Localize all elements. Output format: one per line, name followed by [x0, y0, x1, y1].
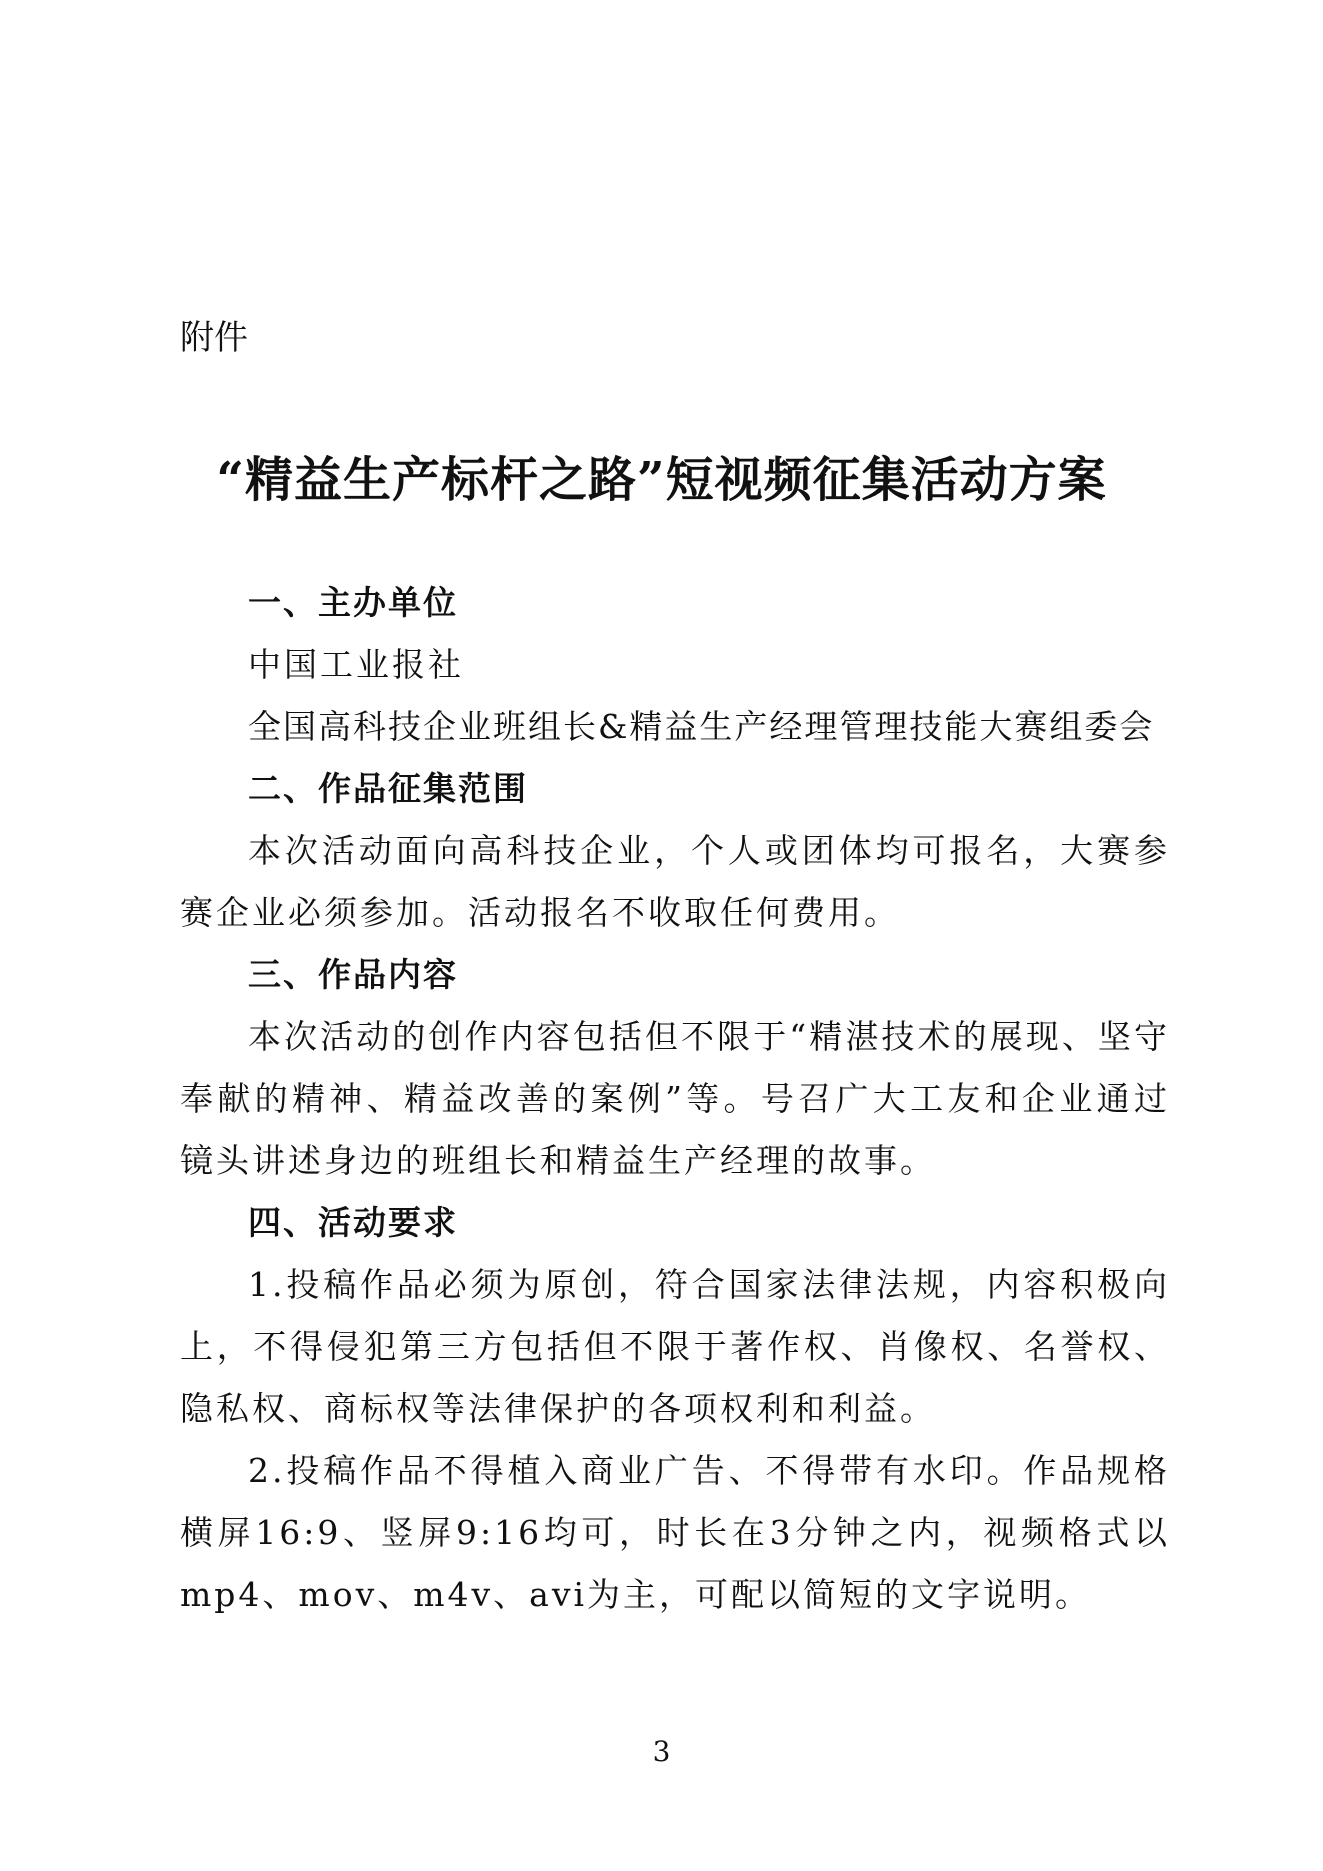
document-body — [180, 572, 1170, 1626]
section-heading-organizers: 一、主办单位 — [248, 583, 458, 622]
page-number: 3 — [652, 1735, 671, 1768]
organizer-line: 全国高科技企业班组长&精益生产经理管理技能大赛组委会 — [248, 707, 1155, 746]
attachment-label: 附件 — [180, 318, 248, 358]
organizer-line: 中国工业报社 — [248, 645, 464, 684]
scope-paragraph: 本次活动面向高科技企业，个人或团体均可报名，大赛参赛企业必须参加。活动报名不收取任何费用。 — [180, 831, 1170, 932]
section-heading-scope: 二、作品征集范围 — [248, 769, 528, 808]
section-heading-content: 三、作品内容 — [248, 955, 458, 994]
requirement-item: 1.投稿作品必须为原创，符合国家法律法规，内容积极向上，不得侵犯第三方包括但不限于著作权、肖像权、名誉权、隐私权、商标权等法律保护的各项权利和利益。 — [180, 1265, 1170, 1428]
section-heading-requirements: 四、活动要求 — [248, 1203, 458, 1242]
requirement-item: 2.投稿作品不得植入商业广告、不得带有水印。作品规格横屏16:9、竖屏9:16均可，时长在3分钟之内，视频格式以mp4、mov、m4v、avi为主，可配以简短的文字说明。 — [180, 1451, 1170, 1614]
document-title: “精益生产标杆之路”短视频征集活动方案 — [216, 452, 1107, 508]
content-paragraph: 本次活动的创作内容包括但不限于“精湛技术的展现、坚守奉献的精神、精益改善的案例”等。号召广大工友和企业通过镜头讲述身边的班组长和精益生产经理的故事。 — [180, 1017, 1170, 1180]
